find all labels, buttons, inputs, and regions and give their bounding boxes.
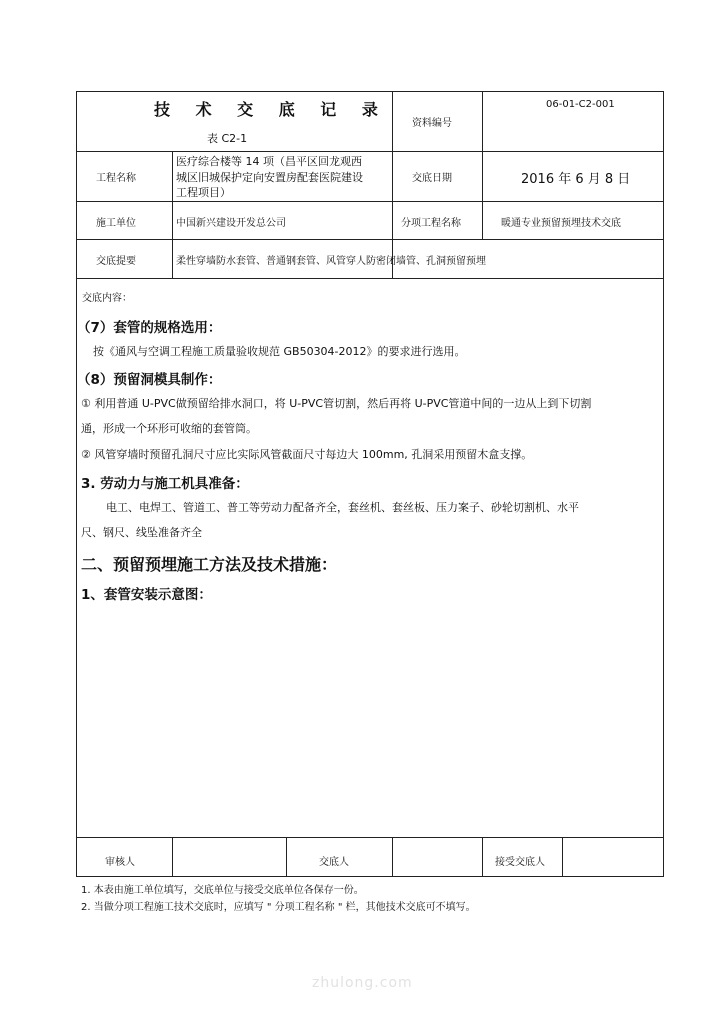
watermark: zhulong.com xyxy=(312,975,413,991)
section-7-heading: （7）套管的规格选用： xyxy=(77,320,222,336)
section-8-item-1-line-2: 通，形成一个环形可收缩的套管筒。 xyxy=(81,422,257,435)
unit-label: 施工单位 xyxy=(96,218,136,229)
content-label: 交底内容： xyxy=(82,293,132,304)
sig-line-1 xyxy=(172,837,173,876)
part-2-heading: 二、预留预埋施工方法及技术措施： xyxy=(81,555,338,574)
section-8-item-1-line-1: ① 利用普通 U-PVC做预留给排水洞口，将 U-PVC管切割，然后再将 U-PVC管道中间的一边从上到下切割 xyxy=(81,397,592,410)
row-line-4 xyxy=(77,278,663,279)
doc-no-label: 资料编号 xyxy=(412,118,452,129)
project-value-line-3: 工程项目） xyxy=(176,186,231,199)
section-8-heading: （8）预留洞模具制作： xyxy=(77,372,222,388)
sig-line-4 xyxy=(482,837,483,876)
unit-value: 中国新兴建设开发总公司 xyxy=(176,218,286,229)
section-7-text: 按《通风与空调工程施工质量验收规范 GB50304-2012》的要求进行选用。 xyxy=(93,345,466,358)
doc-no-value: 06-01-C2-001 xyxy=(546,99,615,110)
technical-briefing-form xyxy=(76,91,664,877)
subsection-1-heading: 1、套管安装示意图： xyxy=(81,587,212,603)
col-line-mid xyxy=(392,92,393,278)
sig-line-3 xyxy=(392,837,393,876)
summary-label: 交底提要 xyxy=(96,256,136,267)
row-line-3 xyxy=(77,239,663,240)
section-3-line-1: 电工、电焊工、管道工、普工等劳动力配备齐全，套丝机、套丝板、压力案子、砂轮切割机、水平 xyxy=(106,501,579,514)
footnote-1: 1. 本表由施工单位填写，交底单位与接受交底单位各保存一份。 xyxy=(81,885,364,896)
row-line-5 xyxy=(77,837,663,838)
row-line-2 xyxy=(77,201,663,202)
presenter-label: 交底人 xyxy=(319,857,349,868)
row-line-1 xyxy=(77,151,663,152)
receiver-label: 接受交底人 xyxy=(495,857,545,868)
section-3-line-2: 尺、钢尺、线坠准备齐全 xyxy=(81,526,202,539)
sig-line-2 xyxy=(286,837,287,876)
subproject-value: 暖通专业预留预埋技术交底 xyxy=(501,218,621,229)
form-code: 表 C2-1 xyxy=(207,132,248,145)
sig-line-5 xyxy=(562,837,563,876)
section-8-item-2: ② 风管穿墙时预留孔洞尺寸应比实际风管截面尺寸每边大 100mm, 孔洞采用预留木盒支撑。 xyxy=(81,448,533,461)
project-value-line-2: 城区旧城保护定向安置房配套医院建设 xyxy=(176,171,363,184)
project-value-line-1: 医疗综合楼等 14 项（昌平区回龙观西 xyxy=(176,155,362,168)
date-label: 交底日期 xyxy=(412,173,452,184)
form-title: 技 术 交 底 记 录 xyxy=(154,100,388,119)
summary-value: 柔性穿墙防水套管、普通钢套管、风管穿人防密闭墙管、孔洞预留预埋 xyxy=(176,256,486,267)
reviewer-label: 审核人 xyxy=(105,857,135,868)
section-3-heading: 3. 劳动力与施工机具准备： xyxy=(81,476,249,492)
col-line-value xyxy=(482,92,483,240)
subproject-label: 分项工程名称 xyxy=(401,218,461,229)
project-label: 工程名称 xyxy=(96,173,136,184)
date-value: 2016 年 6 月 8 日 xyxy=(521,172,631,187)
col-line-label xyxy=(172,151,173,278)
footnote-2: 2. 当做分项工程施工技术交底时，应填写 " 分项工程名称 " 栏，其他技术交底可不填写。 xyxy=(81,902,476,913)
